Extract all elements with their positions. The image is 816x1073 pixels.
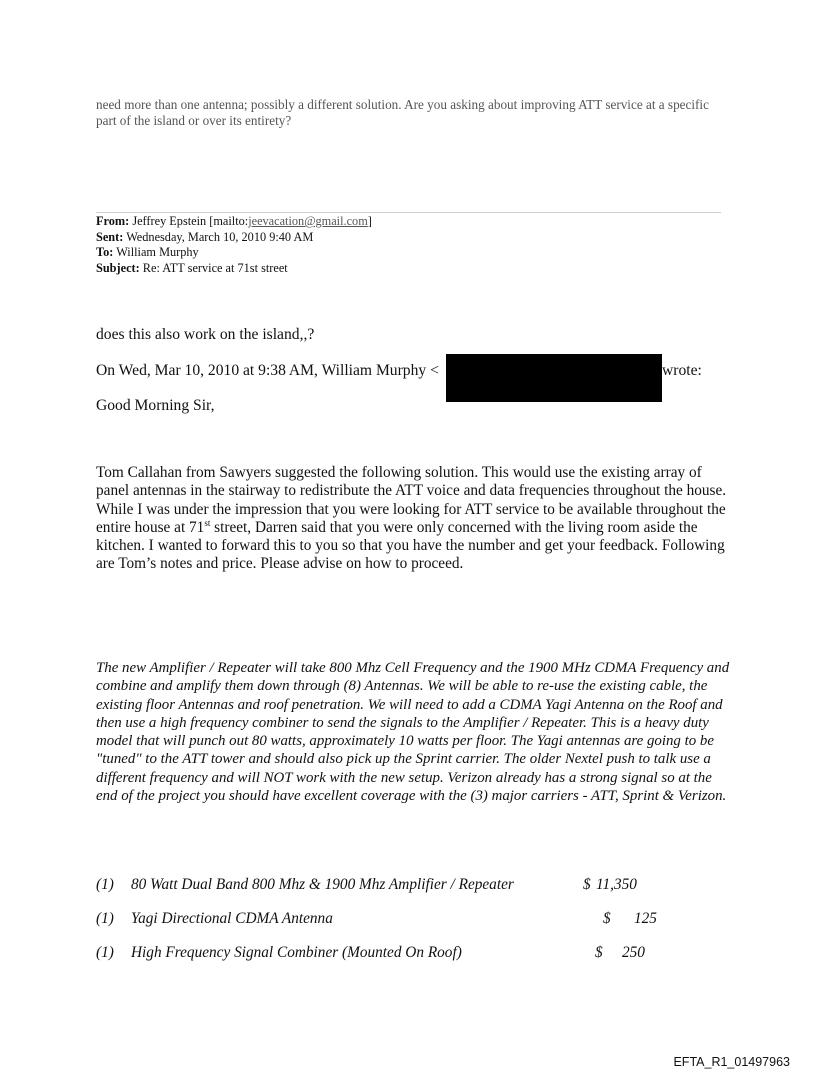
- quote-line-end: wrote:: [662, 362, 702, 379]
- redaction-block: [446, 354, 662, 402]
- line-item-currency: $: [583, 876, 591, 893]
- line-item-currency: $: [595, 944, 603, 961]
- paragraph-part-a: Tom Callahan from Sawyers suggested the following solution. This would use the existing array of panel antennas in the stairway to redistribute the ATT voice and data frequencies throughout the house. While I was under the impression that you were looking for ATT service to be available throughout the entire house at 71: [96, 464, 727, 536]
- document-id: EFTA_R1_01497963: [673, 1055, 790, 1069]
- from-email-link[interactable]: jeevacation@gmail.com: [248, 214, 368, 228]
- sent-value: Wednesday, March 10, 2010 9:40 AM: [126, 229, 314, 244]
- from-row: [96, 214, 372, 230]
- paragraph-superscript: st: [204, 517, 211, 528]
- line-item-desc: 80 Watt Dual Band 800 Mhz & 1900 Mhz Amplifier / Repeater: [131, 876, 514, 893]
- line-item-price: 125: [634, 910, 657, 927]
- from-label: From:: [96, 214, 130, 228]
- from-close: ]: [367, 214, 372, 228]
- body-paragraph: [96, 464, 728, 574]
- line-item-qty: (1): [96, 876, 114, 893]
- subject-label: Subject:: [96, 260, 140, 275]
- line-item-desc: High Frequency Signal Combiner (Mounted On Roof): [131, 944, 462, 961]
- to-value: William Murphy: [116, 245, 199, 259]
- from-name: Jeffrey Epstein [mailto:: [132, 214, 249, 228]
- line-item-price: 11,350: [596, 876, 637, 893]
- header-divider: [96, 212, 721, 213]
- quote-line-start: On Wed, Mar 10, 2010 at 9:38 AM, William Murphy <: [96, 362, 439, 379]
- line-item-desc: Yagi Directional CDMA Antenna: [131, 910, 333, 927]
- subject-value: Re: ATT service at 71st street: [142, 260, 288, 275]
- sent-row: [96, 230, 372, 246]
- line-item-qty: (1): [96, 910, 114, 927]
- sent-label: Sent:: [96, 229, 124, 244]
- line-item-price: 250: [622, 944, 645, 961]
- to-row: [96, 245, 372, 261]
- line-item-qty: (1): [96, 944, 114, 961]
- email-header: [96, 214, 372, 276]
- greeting: Good Morning Sir,: [96, 397, 215, 414]
- paragraph-part-b: street, Darren said that you were only concerned with the living room aside the kitchen. I wanted to forward this to you so that you have the number and get your feedback. Following are Tom’s notes and price. Please advise on how to proceed.: [96, 518, 725, 573]
- intro-text: need more than one antenna; possibly a different solution. Are you asking about improving ATT service at a specific part of the island or over its entirety?: [96, 97, 709, 128]
- subject-row: [96, 261, 372, 277]
- line-item-currency: $: [603, 910, 611, 927]
- to-label: To:: [96, 245, 114, 259]
- notes-paragraph: The new Amplifier / Repeater will take 800 Mhz Cell Frequency and the 1900 MHz CDMA Frequency and combine and amplify them down through (8) Antennas. We will be able to re-use the existing cable, the existing floor Antennas and roof penetration. We will need to add a CDMA Yagi Antenna on the Roof and then use a high frequency combiner to send the signals to the Amplifier / Repeater. This is a heavy duty model that will punch out 80 watts, approximately 10 watts per floor. The Yagi antennas are going to be "tuned" to the ATT tower and should also pick up the Sprint carrier. The older Nextel push to talk use a different frequency and will NOT work with the new setup. Verizon already has a strong signal so at the end of the project you should have excellent coverage with the (3) major carriers - ATT, Sprint & Verizon.: [96, 660, 730, 805]
- question-text: does this also work on the island,,?: [96, 326, 315, 343]
